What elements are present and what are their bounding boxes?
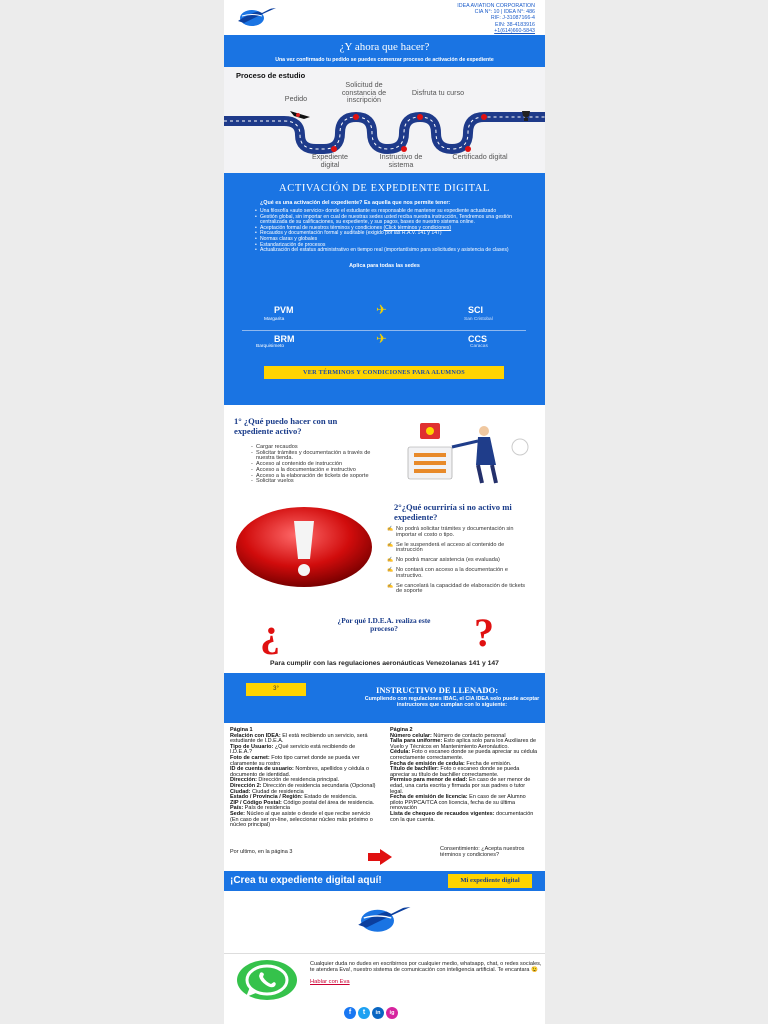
facebook-icon[interactable]: f (344, 1007, 356, 1019)
route-brm-ccs (242, 326, 526, 360)
list-item: ✍ No podrá marcar asistencia (es evaluada) (396, 558, 528, 564)
regulations-text: Para cumplir con las regulaciones aeronáuticas Venezolanas 141 y 147 (270, 660, 499, 667)
field-desc: Foto de carnet: Foto tipo carnet donde se pueda ver claramente su rostro (230, 754, 360, 767)
terms-link[interactable]: (Click términos y condiciones) (383, 224, 452, 231)
step-certificado: Certificado digital (452, 152, 508, 161)
question-mark: ? (474, 610, 494, 655)
list-item: - Solicitar vuelos (256, 479, 386, 485)
consent-text: Consentimiento: ¿Acepta nuestros términos y condiciones? (440, 846, 525, 858)
route-to-code: SCI (468, 305, 484, 315)
footer (224, 891, 545, 1024)
not-active-list (396, 527, 528, 599)
activation-question: ¿Qué es una activación del expediente? Es aquella que nos permite tener: (260, 200, 451, 206)
field-desc: ID de cuenta de usuario: Nombres, apellidos y cédula o documento de identidad. (230, 766, 370, 778)
list-item: ✍ No podrá solicitar trámites y documentación sin importar el costo o tipo. (396, 527, 528, 539)
field-desc: ZIP / Código Postal: Código postal del área de residencia. (230, 799, 375, 806)
can-do-title: 1° ¿Qué puedo hacer con un expediente activo? (234, 416, 338, 436)
corp-rif: RIF: J-31087166-4 (490, 15, 535, 22)
field-desc: Cédula: Foto o escaneo donde se pueda apreciar su cédula correctamente correctamente. (390, 749, 538, 761)
intro-banner (224, 35, 545, 67)
create-title: ¡Crea tu expediente digital aquí! (230, 875, 382, 886)
corp-name: IDEA AVIATION CORPORATION (457, 3, 535, 9)
route-from-code: PVM (274, 305, 294, 315)
route-to-city: San Cristobal (464, 317, 493, 322)
idea-logo-icon (350, 901, 416, 935)
field-desc: Dirección 2: Dirección de residencia secundaria (Opcional) (230, 782, 376, 789)
why-title: ¿Por qué I.D.E.A. realiza este proceso? (337, 616, 431, 634)
instructivo-text: Cumpliendo con regulaciones IBAC, el CIA IDEA solo puede aceptar instructores que cumplan con lo siguiente: (364, 696, 540, 708)
list-item: - Acceso al contenido de instrucción (256, 462, 386, 468)
corporation-info (457, 3, 535, 34)
footer-divider (224, 953, 545, 954)
list-item-text: Aceptación formal de nuestros términos y condiciones (260, 224, 383, 231)
field-desc: Permiso para menor de edad: En caso de ser menor de edad, una carta escrita y firmada por sus padres o tutor legal. (390, 777, 531, 795)
step-constancia: Solicitud de constancia de inscripción (341, 80, 387, 105)
page-2-column (390, 728, 538, 823)
activation-title: ACTIVACIÓN DE EXPEDIENTE DIGITAL (279, 183, 490, 194)
pin-icon (353, 114, 359, 120)
field-desc: Página 1 (230, 727, 253, 733)
field-desc: Ciudad: Ciudad de residencia (230, 788, 304, 795)
study-roadmap (224, 67, 545, 173)
list-item: ✍ Se le suspenderá el acceso al contenido de instrucción (396, 543, 528, 555)
list-item: • Estandarización de procesos (260, 243, 515, 249)
field-desc: Tipo de Usuario: ¿Qué servicio está recibiendo de I.D.E.A.? (230, 743, 356, 756)
header (224, 0, 545, 35)
route-to-city: Caracas (470, 344, 488, 349)
terms-button[interactable]: VER TÉRMINOS Y CONDICIONES PARA ALUMNOS (264, 366, 504, 379)
whatsapp-icon[interactable] (232, 957, 302, 1003)
airplane-icon: ✈ (376, 331, 387, 346)
step-instructivo: Instructivo de sistema (379, 152, 423, 169)
twitter-icon[interactable]: t (358, 1007, 370, 1019)
linkedin-icon[interactable]: in (372, 1007, 384, 1019)
field-desc: Número celular: Número de contacto personal (390, 732, 506, 739)
field-desc: Fecha de emisión de licencia: En caso de ser Alumno piloto PP/PCA/TCA con licencia, fecha de su última renovación (390, 794, 526, 812)
instructivo-title: INSTRUCTIVO DE LLENADO: (376, 685, 499, 695)
activation-section (224, 173, 545, 405)
create-banner (224, 871, 545, 891)
field-desc: Estado / Provincia / Región: Estado de residencia. (230, 794, 358, 801)
social-links (344, 1007, 398, 1019)
list-item: - Solicitar trámites y documentación a través de nuestra tienda. (256, 451, 386, 462)
field-desc: Título de bachiller: Foto o escaneo donde se pueda apreciar su título de bachiller correctamente. (390, 766, 520, 778)
list-item: • Actualización del estatus administrativo en tiempo real (importantísimo para solicitudes y asistencia de clases) (260, 248, 515, 254)
step-expediente: Expediente digital (312, 152, 348, 169)
person-at-machine-icon (390, 417, 540, 487)
roadmap-title: Proceso de estudio (236, 71, 306, 80)
route-to-code: CCS (468, 334, 488, 344)
arrow-right-icon (368, 849, 392, 865)
my-expediente-button[interactable]: Mi expediente digital (448, 874, 532, 888)
step-number-badge: 3° (246, 683, 306, 696)
field-desc: Lista de chequeo de recaudos vigentes: documentación con la que cuenta. (390, 810, 534, 823)
route-from-city: Margarita (264, 317, 285, 322)
instructivo-section (224, 673, 545, 723)
form-pages (224, 723, 545, 871)
inverted-question-mark: ¿ (260, 610, 280, 655)
instagram-icon[interactable]: ig (386, 1007, 398, 1019)
list-item: ✍ Se cancelará la capacidad de elaboración de tickets de soporte (396, 584, 528, 596)
intro-subtitle: Una vez confirmado tu pedido se puedes comenzar proceso de activación de expediente (275, 57, 494, 63)
field-desc: Sede: Núcleo al que asiste o desde el que recibe servicio (En caso de ser on-line, seleccionar núcleo más próximo o núcleo principal) (230, 810, 373, 829)
last-page-text: Por ultimo, en la página 3 (230, 849, 293, 855)
not-active-title: 2°¿Qué ocurriría si no activo mi expediente? (394, 502, 512, 522)
step-pedido: Pedido (284, 94, 308, 103)
field-desc: Dirección: Dirección de residencia principal. (230, 777, 340, 784)
intro-title: ¿Y ahora que hacer? (339, 41, 430, 53)
corp-ein: EIN: 38-4183916 (494, 21, 535, 28)
activation-list (224, 206, 545, 254)
warning-exclamation-icon (234, 503, 374, 591)
list-item: • Gestión global, sin importar en cual de nuestras sedes usted reciba nuestra instrucción, Tendremos una gestión centralizada de su calificaciones, su expediente, y sus pagos, bases de nuestro sistema online. (260, 215, 515, 226)
chat-with-eva-link[interactable]: Hablar con Eva (310, 979, 350, 985)
field-desc: Página 2 (390, 727, 413, 733)
faq-section (224, 405, 545, 673)
pin-icon (481, 114, 487, 120)
corp-cia: CIA N°: 10 | IDEA N°: 486 (474, 9, 535, 16)
help-text: Cualquier duda no dudes en escribirnos por cualquier medio, whatsapp, chat, o redes sociales, te atendera Eva!, nuestro sistema de comunicación con inteligencia artificial. Te encantara 😉 (310, 961, 542, 973)
list-item: • Recaudos y documentación formal y auditable (exigido por las R.A.V. 141 y 147) (260, 231, 515, 237)
airplane-icon: ✈ (376, 302, 387, 317)
email-page (224, 0, 545, 1024)
list-item: - Acceso a la elaboración de tickets de soporte (256, 474, 386, 480)
page-1-column (230, 728, 378, 829)
list-item: - Cargar recaudos (256, 445, 386, 451)
corp-phone-link[interactable]: +1(614)660-5843 (494, 27, 535, 34)
applies-label: Aplica para todas las sedes (349, 262, 420, 269)
field-desc: País: País de residencia (230, 805, 290, 812)
list-item: ✍ No contará con acceso a la documentación e instructivo. (396, 568, 528, 580)
field-desc: Talla para uniforme: Esto aplica solo para los Auxiliares de Vuelo y Técnicos en Mantenimiento Aeronáutico. (390, 738, 537, 750)
list-item: • Una filosofía «auto servicio» donde el estudiante es responsable de mantener su expediente actualizado (260, 209, 515, 215)
field-desc: Fecha de emisión de cedula: Fecha de emisión. (390, 760, 512, 767)
can-do-list (256, 445, 386, 485)
step-curso: Disfruta tu curso (411, 88, 465, 97)
list-item: • Normas claras y globales (260, 237, 515, 243)
pin-icon (417, 114, 423, 120)
route-from-city: Barquisimeto (256, 344, 284, 349)
idea-logo-icon (232, 4, 280, 28)
route-from-code: BRM (274, 334, 295, 344)
field-desc: Relación con IDEA: El está recibiendo un servicio, será estudiante de I.D.E.A. (230, 732, 368, 745)
list-item: - Acceso a la documentación e instructivo (256, 468, 386, 474)
